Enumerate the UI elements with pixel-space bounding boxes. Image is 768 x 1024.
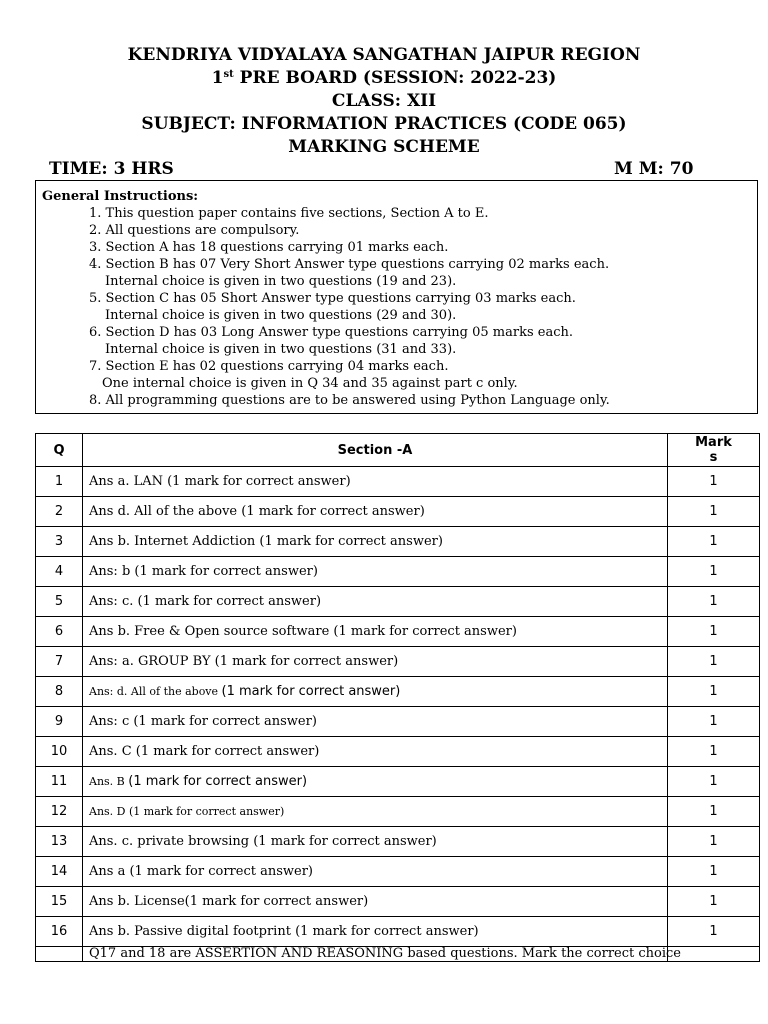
answer-text: Ans. C (1 mark for correct answer) <box>83 737 668 767</box>
exam-title: 1st PRE BOARD (SESSION: 2022-23) <box>211 68 557 88</box>
table-row <box>36 527 760 557</box>
table-row <box>36 707 760 737</box>
marks-value: 1 <box>668 617 760 647</box>
assertion-reasoning-note: Q17 and 18 are ASSERTION AND REASONING based questions. Mark the correct choice <box>83 947 668 962</box>
question-number: 7 <box>36 647 83 677</box>
instruction-item: 2. All questions are compulsory. <box>89 223 300 238</box>
header-section: Section -A <box>83 434 668 467</box>
table-row <box>36 467 760 497</box>
answer-text: Ans a. LAN (1 mark for correct answer) <box>83 467 668 497</box>
question-number: 3 <box>36 527 83 557</box>
marks-value: 1 <box>668 467 760 497</box>
marks-value: 1 <box>668 677 760 707</box>
question-number: 16 <box>36 917 83 947</box>
answer-text: Ans a (1 mark for correct answer) <box>83 857 668 887</box>
marks-value: 1 <box>668 827 760 857</box>
question-number: 15 <box>36 887 83 917</box>
answer-text: Ans: d. All of the above (1 mark for correct answer) <box>83 677 668 707</box>
instruction-subitem: One internal choice is given in Q 34 and 35 against part c only. <box>102 376 518 391</box>
marking-scheme-title: MARKING SCHEME <box>288 137 480 157</box>
instruction-item: 7. Section E has 02 questions carrying 04 marks each. <box>89 359 449 374</box>
marks-value: 1 <box>668 767 760 797</box>
instruction-subitem: Internal choice is given in two questions (29 and 30). <box>105 308 457 323</box>
answer-text: Ans: c (1 mark for correct answer) <box>83 707 668 737</box>
instruction-item: 3. Section A has 18 questions carrying 01 marks each. <box>89 240 449 255</box>
table-row <box>36 857 760 887</box>
school-name: KENDRIYA VIDYALAYA SANGATHAN JAIPUR REGION <box>127 45 641 65</box>
question-number: 1 <box>36 467 83 497</box>
answer-text: Ans b. License(1 mark for correct answer) <box>83 887 668 917</box>
answer-text: Ans. D (1 mark for correct answer) <box>83 797 668 827</box>
table-row <box>36 827 760 857</box>
question-number: 13 <box>36 827 83 857</box>
marks-value: 1 <box>668 917 760 947</box>
empty-cell <box>668 947 760 962</box>
question-number: 11 <box>36 767 83 797</box>
document-header <box>0 44 768 159</box>
marks-value: 1 <box>668 527 760 557</box>
instruction-item: 6. Section D has 03 Long Answer type questions carrying 05 marks each. <box>89 325 573 340</box>
table-row <box>36 917 760 947</box>
header-q: Q <box>36 434 83 467</box>
table-header-row <box>36 434 760 467</box>
table-row <box>36 557 760 587</box>
answer-text: Ans b. Free & Open source software (1 mark for correct answer) <box>83 617 668 647</box>
question-number: 9 <box>36 707 83 737</box>
class-title: CLASS: XII <box>331 91 437 111</box>
table-note-row <box>36 947 760 962</box>
marks-value: 1 <box>668 707 760 737</box>
answer-text: Ans b. Internet Addiction (1 mark for correct answer) <box>83 527 668 557</box>
question-number: 10 <box>36 737 83 767</box>
table-row <box>36 617 760 647</box>
table-row <box>36 737 760 767</box>
table-row <box>36 797 760 827</box>
instruction-item: 1. This question paper contains five sections, Section A to E. <box>89 206 489 221</box>
answer-text: Ans. B (1 mark for correct answer) <box>83 767 668 797</box>
marks-value: 1 <box>668 587 760 617</box>
table-row <box>36 887 760 917</box>
answer-text: Ans: a. GROUP BY (1 mark for correct answer) <box>83 647 668 677</box>
table-row <box>36 677 760 707</box>
marks-value: 1 <box>668 557 760 587</box>
question-number: 2 <box>36 497 83 527</box>
table-row <box>36 587 760 617</box>
answer-text: Ans: c. (1 mark for correct answer) <box>83 587 668 617</box>
question-number: 8 <box>36 677 83 707</box>
marks-value: 1 <box>668 737 760 767</box>
question-number: 12 <box>36 797 83 827</box>
table-row <box>36 647 760 677</box>
table-row <box>36 497 760 527</box>
time-label: TIME: 3 HRS <box>49 159 174 179</box>
instruction-subitem: Internal choice is given in two questions (31 and 33). <box>105 342 457 357</box>
question-number: 14 <box>36 857 83 887</box>
question-number: 6 <box>36 617 83 647</box>
answer-text: Ans b. Passive digital footprint (1 mark for correct answer) <box>83 917 668 947</box>
max-marks-label: M M: 70 <box>614 159 694 179</box>
marking-table <box>35 433 760 962</box>
question-number: 4 <box>36 557 83 587</box>
instruction-item: 8. All programming questions are to be answered using Python Language only. <box>89 393 610 408</box>
instruction-subitem: Internal choice is given in two questions (19 and 23). <box>105 274 457 289</box>
marks-value: 1 <box>668 497 760 527</box>
instructions-title: General Instructions: <box>42 189 199 204</box>
answer-text: Ans d. All of the above (1 mark for correct answer) <box>83 497 668 527</box>
empty-cell <box>36 947 83 962</box>
general-instructions-box <box>35 180 758 414</box>
table-row <box>36 767 760 797</box>
instruction-item: 4. Section B has 07 Very Short Answer type questions carrying 02 marks each. <box>89 257 610 272</box>
marks-value: 1 <box>668 887 760 917</box>
header-marks: Mark s <box>668 434 760 467</box>
marks-value: 1 <box>668 797 760 827</box>
answer-text: Ans. c. private browsing (1 mark for correct answer) <box>83 827 668 857</box>
instruction-item: 5. Section C has 05 Short Answer type questions carrying 03 marks each. <box>89 291 576 306</box>
answer-text: Ans: b (1 mark for correct answer) <box>83 557 668 587</box>
subject-title: SUBJECT: INFORMATION PRACTICES (CODE 065) <box>141 114 627 134</box>
question-number: 5 <box>36 587 83 617</box>
marks-value: 1 <box>668 857 760 887</box>
marks-value: 1 <box>668 647 760 677</box>
